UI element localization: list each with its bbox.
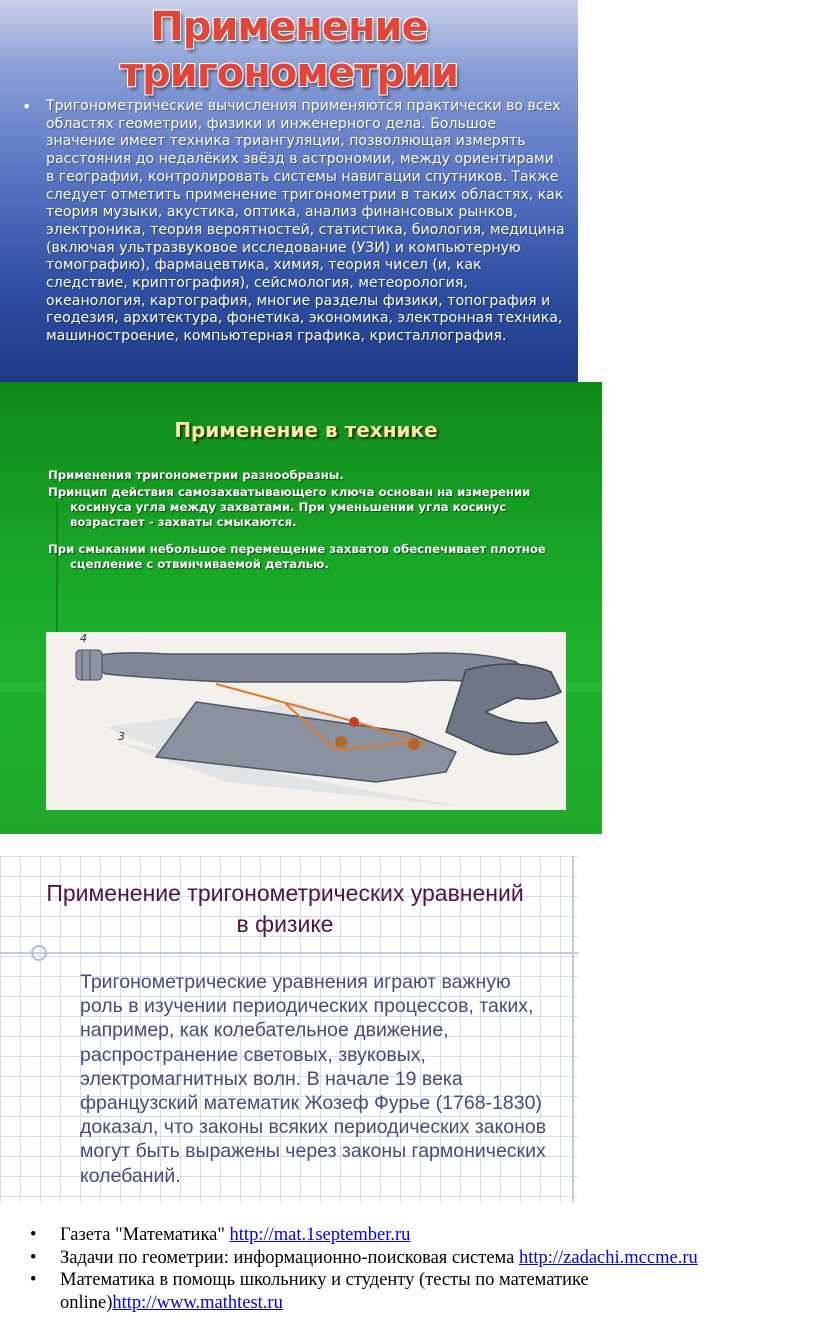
slide2-paragraph-1: Применения тригонометрии разнообразны. bbox=[48, 468, 344, 482]
reference-text: Газета "Математика" bbox=[60, 1225, 230, 1245]
bullet-icon: • bbox=[30, 1247, 37, 1268]
slide-trig-applications bbox=[0, 0, 578, 382]
reference-link[interactable]: http://mat.1september.ru bbox=[229, 1225, 411, 1245]
decorative-line bbox=[0, 952, 578, 954]
slide-engineering bbox=[0, 382, 602, 834]
decorative-ring bbox=[31, 945, 47, 961]
slide2-paragraph-2: Принцип действия самозахватывающего ключа основан на измерении косинуса угла между захватами. При уменьшении угла косинус возрастает - захваты смыкаются. bbox=[48, 485, 531, 529]
list-item bbox=[28, 1224, 788, 1247]
list-item bbox=[28, 1247, 788, 1270]
reference-text: Задачи по геометрии: информационно-поисковая система bbox=[60, 1247, 519, 1268]
bullet-icon: • bbox=[30, 1270, 37, 1290]
pivot-point bbox=[408, 738, 420, 750]
slide1-title: Применение тригонометрии bbox=[119, 4, 459, 96]
adjust-screw-knob bbox=[76, 650, 102, 680]
figure-label-4: 4 bbox=[80, 632, 87, 645]
bullet-icon: • bbox=[22, 97, 32, 116]
slide1-body: Тригонометрические вычисления применяются практически во всех областях геометрии, физики и инженерного дела. Большое значение имеет техника триангуляции, позволяющая измерять расстояния до недалёких звёзд в астрономии, между ориентирами в географии, контролировать системы навигации спутников. Также следует отметить применение тригонометрии в таких областях, как теория музыки, акустика, оптика, анализ финансовых рынков, электроника, теория вероятностей, статистика, биология, медицина (включая ультразвуковое исследование (УЗИ) и компьютерную томографию), фармацевтика, химия, теория чисел (и, как следствие, криптография), сейсмология, метеорология, океанология, картография, многие разделы физики, топография и геодезия, архитектура, фонетика, экономика, электронная техника, машиностроение, компьютерная графика, кристаллография. bbox=[46, 98, 565, 345]
references-list bbox=[28, 1224, 788, 1314]
slide3-body: Тригонометрические уравнения играют важную роль в изучении периодических процессов, таких, например, как колебательное движение, распространение световых, звуковых, электромагнитных волн. В начале 19 века французский математик Жозеф Фурье (1768-1830) доказал, что законы всяких периодических законов могут быть выражены через законы гармонических колебаний. bbox=[80, 971, 547, 1187]
pivot-point bbox=[349, 717, 359, 727]
slide2-title: Применение в технике bbox=[174, 418, 438, 442]
jaw bbox=[446, 664, 561, 755]
reference-text: Математика в помощь школьнику и студенту (тесты по математике online) bbox=[60, 1270, 589, 1313]
slide2-paragraph-3: При смыкании небольшое перемещение захватов обеспечивает плотное сцепление с отвинчиваемой деталью. bbox=[48, 542, 546, 571]
slide-physics bbox=[0, 856, 578, 1202]
reference-link[interactable]: http://www.mathtest.ru bbox=[112, 1292, 283, 1313]
locking-pliers-figure bbox=[46, 632, 566, 810]
reference-link[interactable]: http://zadachi.mccme.ru bbox=[518, 1247, 698, 1268]
pivot-point bbox=[335, 736, 347, 748]
figure-label-3: 3 bbox=[118, 730, 125, 743]
locking-pliers-illustration bbox=[46, 632, 566, 810]
slide3-title: Применение тригонометрических уравнений в физике bbox=[46, 880, 524, 937]
list-item bbox=[28, 1269, 788, 1314]
decorative-line bbox=[572, 856, 574, 1202]
bullet-icon: • bbox=[30, 1225, 37, 1245]
